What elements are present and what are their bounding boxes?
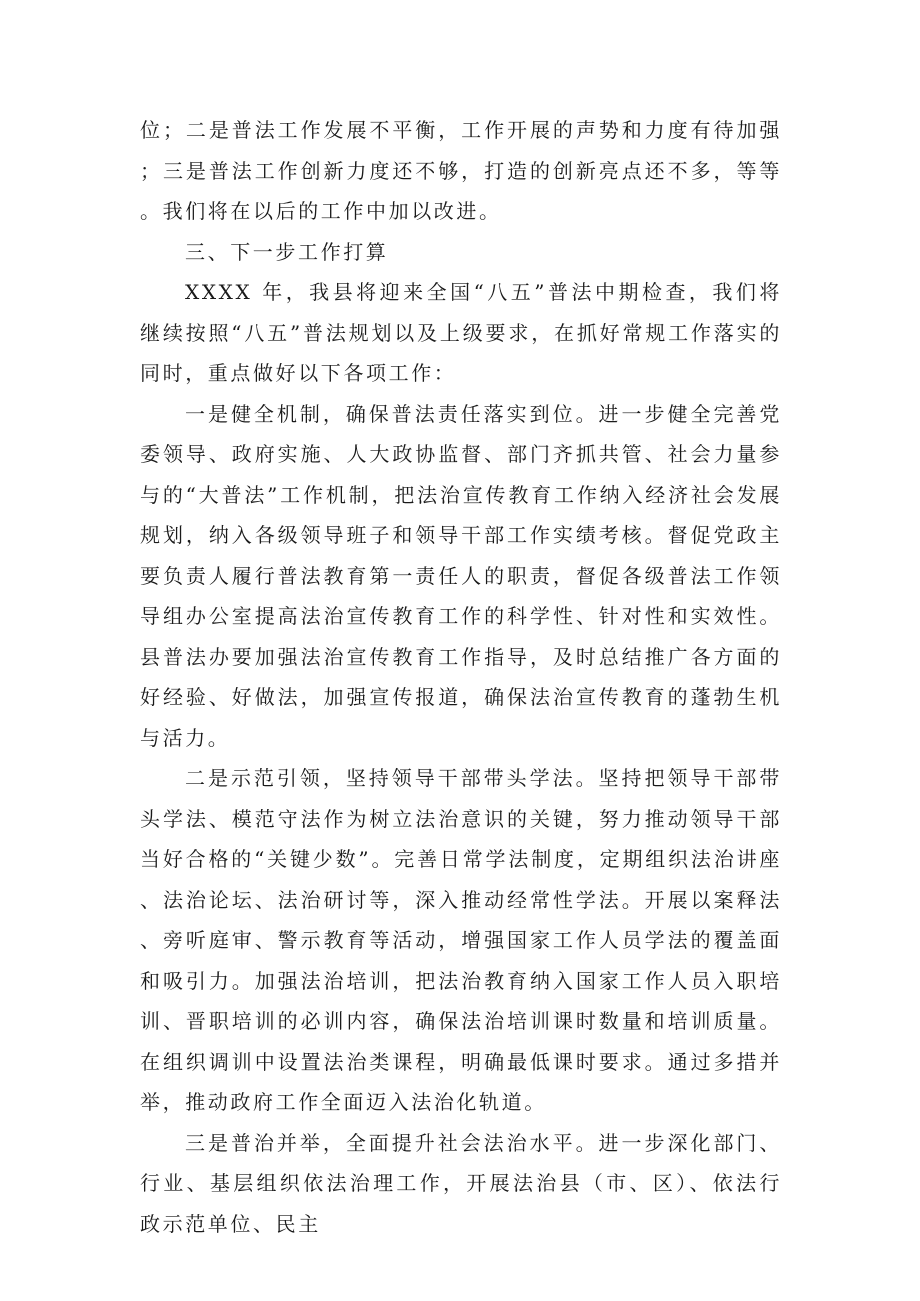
paragraph-item-two-leadership: 二是示范引领，坚持领导干部带头学法。坚持把领导干部带头学法、模范守法作为树立法治意识的关键，努力推动领导干部当好合格的“关键少数”。完善日常学法制度，定期组织法治讲座、法治论坛、法治研讨等，深入推动经常性学法。开展以案释法、旁听庭审、警示教育等活动，增强国家工作人员学法的覆盖面和吸引力。加强法治培训，把法治教育纳入国家工作人员入职培训、晋职培训的必训内容，确保法治培训课时数量和培训质量。在组织调训中设置法治类课程，明确最低课时要求。通过多措并举，推动政府工作全面迈入法治化轨道。 [140, 766, 782, 1114]
paragraph-item-one-mechanism: 一是健全机制，确保普法责任落实到位。进一步健全完善党委领导、政府实施、人大政协监督、部门齐抓共管、社会力量参与的“大普法”工作机制，把法治宣传教育工作纳入经济社会发展规划，纳入各级领导班子和领导干部工作实绩考核。督促党政主要负责人履行普法教育第一责任人的职责，督促各级普法工作领导组办公室提高法治宣传教育工作的科学性、针对性和实效性。县普法办要加强法治宣传教育工作指导，及时总结推广各方面的好经验、好做法，加强宣传报道，确保法治宣传教育的蓬勃生机与活力。 [140, 401, 782, 750]
paragraph-item-three-governance: 三是普治并举，全面提升社会法治水平。进一步深化部门、行业、基层组织依法治理工作，开展法治县（市、区）、依法行政示范单位、民主 [140, 1130, 782, 1236]
paragraph-intro-plan: XXXX 年，我县将迎来全国“八五”普法中期检查，我们将继续按照“八五”普法规划以及上级要求，在抓好常规工作落实的同时，重点做好以下各项工作： [140, 280, 782, 385]
section-heading-next-steps: 三、下一步工作打算 [185, 239, 389, 264]
document-page [140, 110, 782, 1244]
paragraph-problems-continued: 位；二是普法工作发展不平衡，工作开展的声势和力度有待加强；三是普法工作创新力度还不够，打造的创新亮点还不多，等等。我们将在以后的工作中加以改进。 [140, 118, 782, 223]
